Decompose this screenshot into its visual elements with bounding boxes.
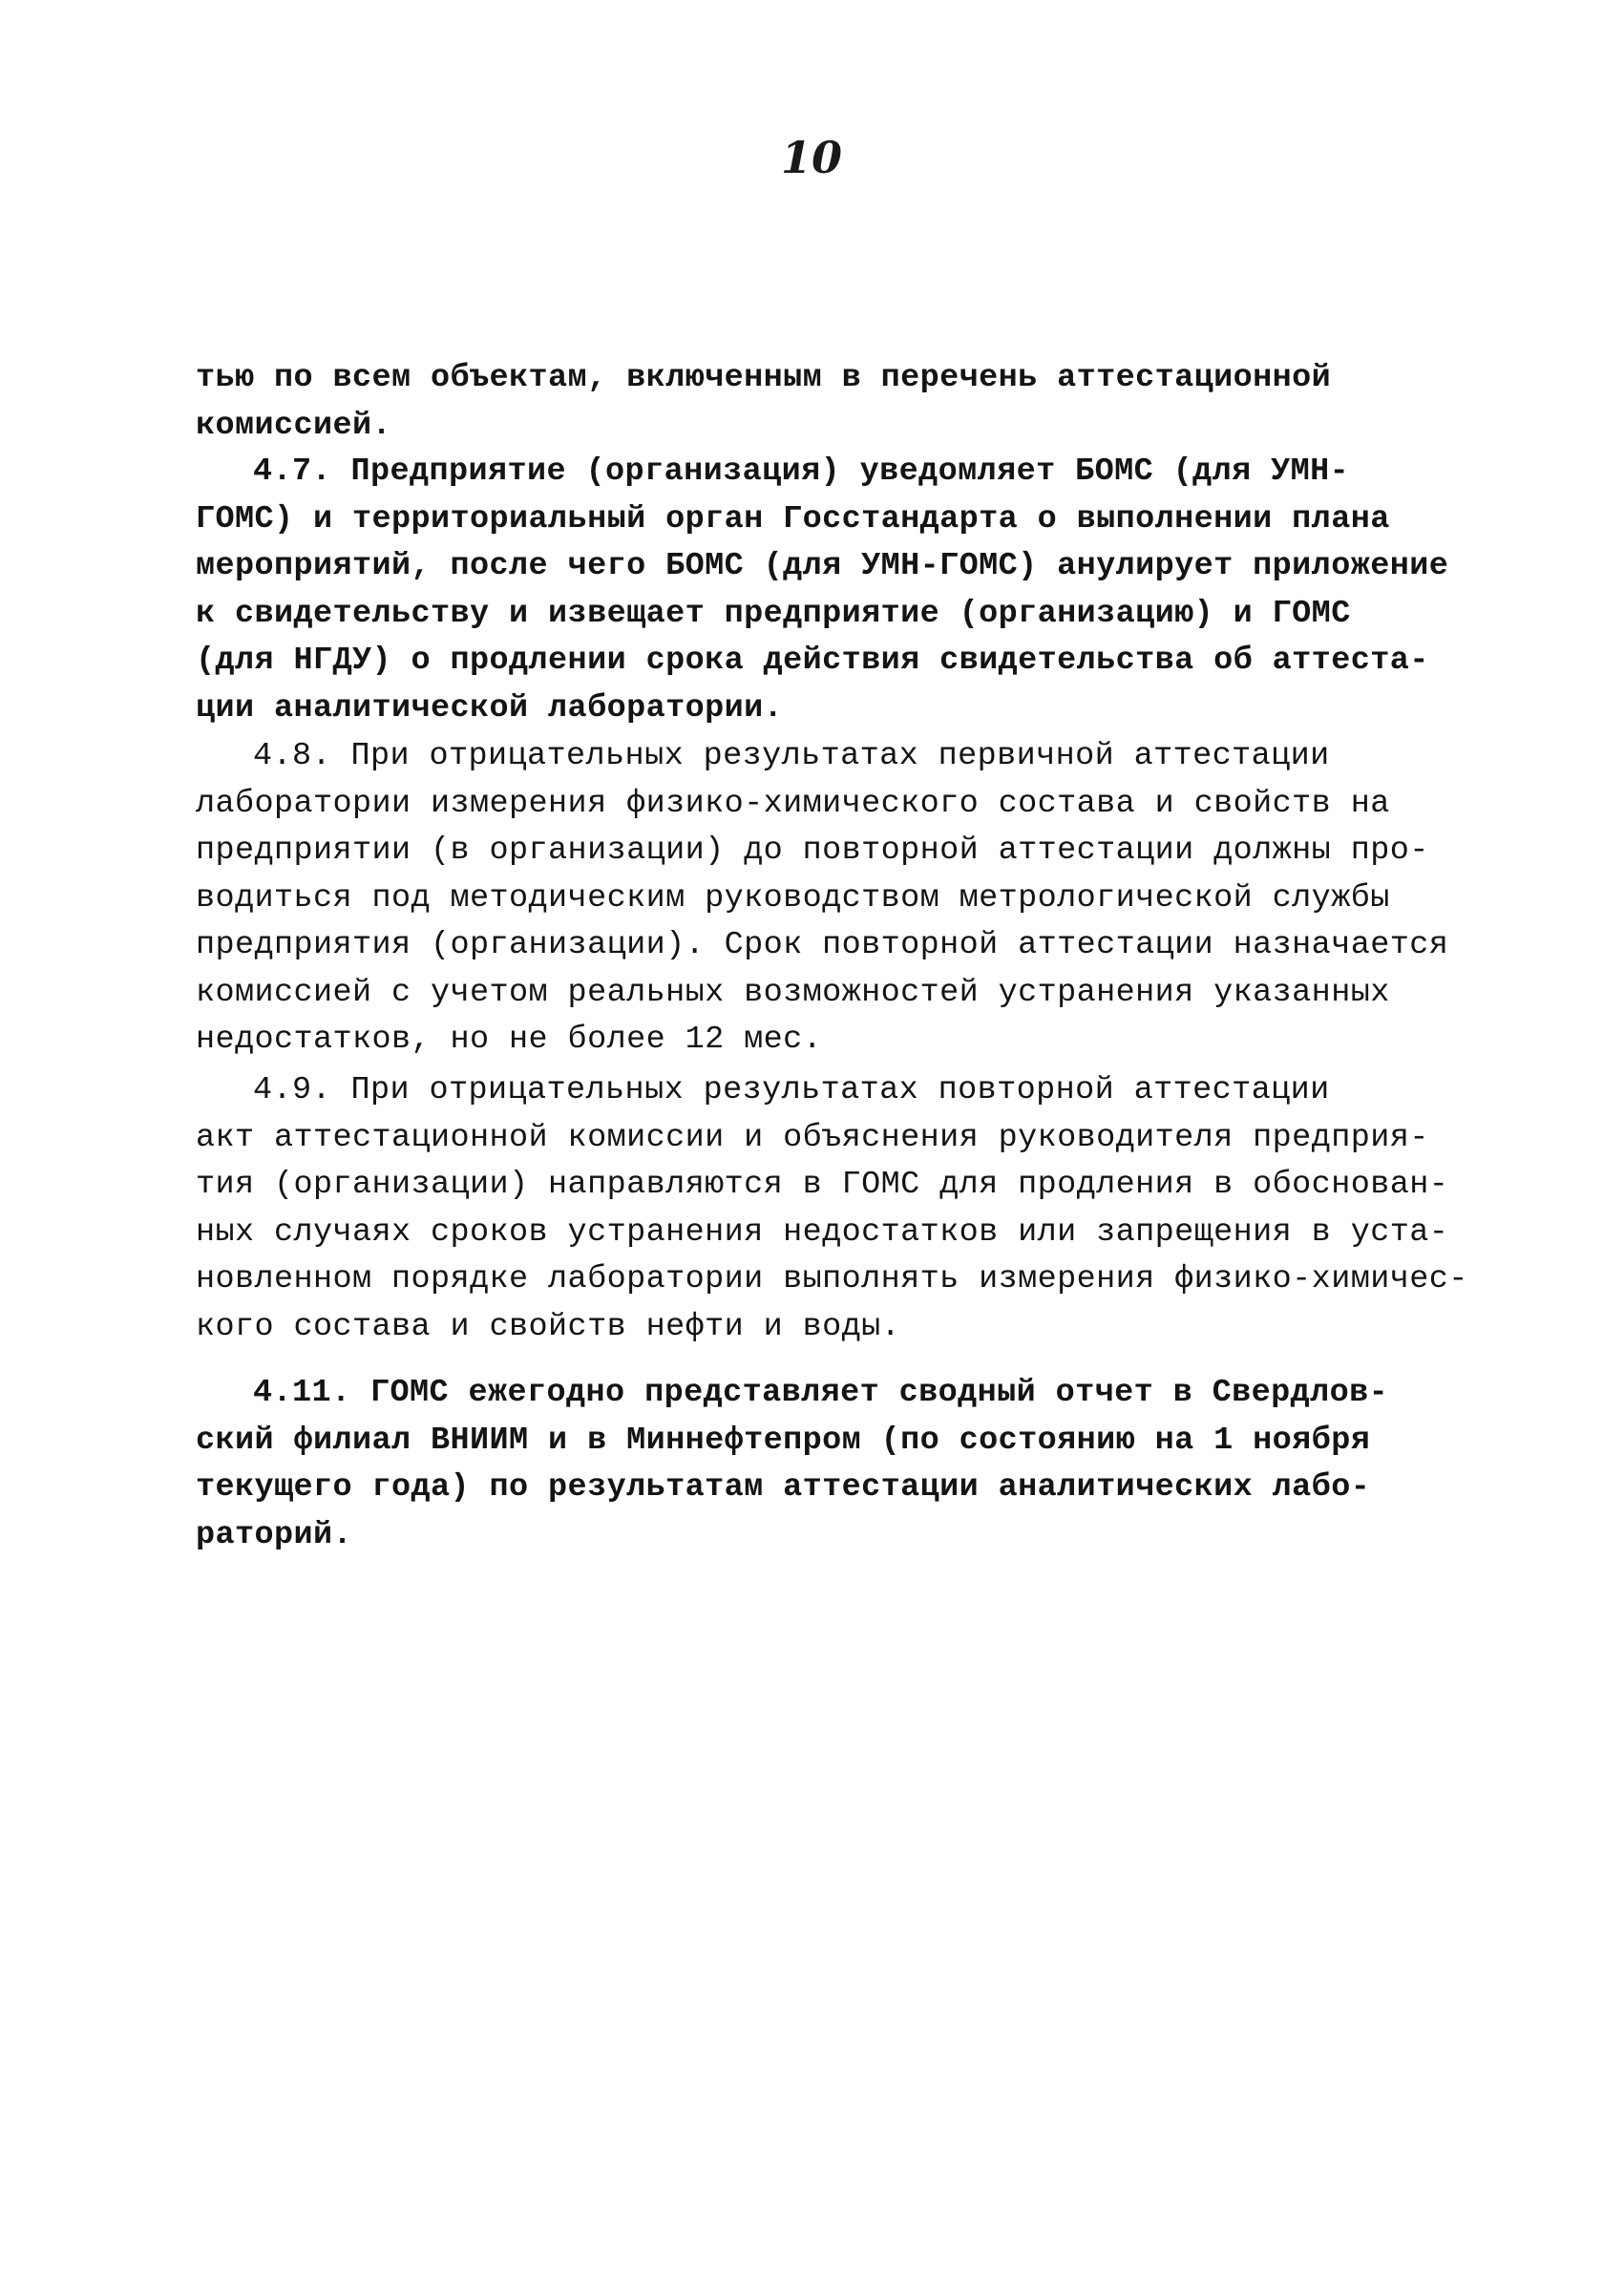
text-line: лаборатории измерения физико-химического состава и свойств на bbox=[196, 785, 1390, 822]
paragraph-4-7 bbox=[196, 449, 1466, 732]
text-line: 4.8. При отрицательных результатах первичной аттестации bbox=[253, 738, 1330, 774]
paragraph-4-8 bbox=[196, 733, 1466, 1065]
text-line: к свидетельству и извещает предприятие (организацию) и ГОМС bbox=[196, 595, 1351, 632]
text-line: ский филиал ВНИИМ и в Миннефтепром (по состоянию на 1 ноября bbox=[196, 1422, 1371, 1459]
text-line: акт аттестационной комиссии и объяснения руководителя предприя- bbox=[196, 1119, 1429, 1156]
text-line: (для НГДУ) о продлении срока действия свидетельства об аттеста- bbox=[196, 643, 1429, 679]
text-line: ГОМС) и территориальный орган Госстандарта о выполнении плана bbox=[196, 500, 1390, 538]
text-line: текущего года) по результатам аттестации аналитических лабо- bbox=[196, 1469, 1371, 1506]
text-line: раторий. bbox=[196, 1516, 353, 1553]
text-line: новленном порядке лаборатории выполнять измерения физико-химичес- bbox=[196, 1261, 1468, 1297]
text-line: кого состава и свойств нефти и воды. bbox=[196, 1308, 901, 1345]
text-line: ных случаях сроков устранения недостатков или запрещения в уста- bbox=[196, 1213, 1449, 1251]
text-line: водиться под методическим руководством метрологической службы bbox=[196, 879, 1390, 917]
paragraph-4-11 bbox=[196, 1370, 1466, 1559]
text-line: предприятия (организации). Срок повторной аттестации назначается bbox=[196, 927, 1449, 963]
text-line: 4.9. При отрицательных результатах повторной аттестации bbox=[253, 1072, 1330, 1108]
text-line: ции аналитической лаборатории. bbox=[196, 689, 784, 727]
text-line: тью по всем объектам, включенным в перечень аттестационной bbox=[196, 360, 1332, 396]
paragraph-continuation bbox=[196, 355, 1466, 450]
text-line: недостатков, но не более 12 мес. bbox=[196, 1022, 823, 1058]
text-line: тия (организации) направляются в ГОМС для продления в обоснован- bbox=[196, 1167, 1449, 1203]
text-line: комиссией с учетом реальных возможностей устранения указанных bbox=[196, 974, 1390, 1011]
text-line: 4.11. ГОМС ежегодно представляет сводный отчет в Свердлов- bbox=[253, 1375, 1389, 1411]
text-line: 4.7. Предприятие (организация) уведомляет БОМС (для УМН- bbox=[253, 453, 1350, 490]
text-line: мероприятий, после чего БОМС (для УМН-ГОМС) анулирует приложение bbox=[196, 548, 1449, 584]
text-line: комиссией. bbox=[196, 407, 392, 444]
paragraph-4-9 bbox=[196, 1067, 1466, 1351]
page-number: 10 bbox=[780, 132, 842, 183]
text-line: предприятии (в организации) до повторной аттестации должны про- bbox=[196, 833, 1429, 869]
